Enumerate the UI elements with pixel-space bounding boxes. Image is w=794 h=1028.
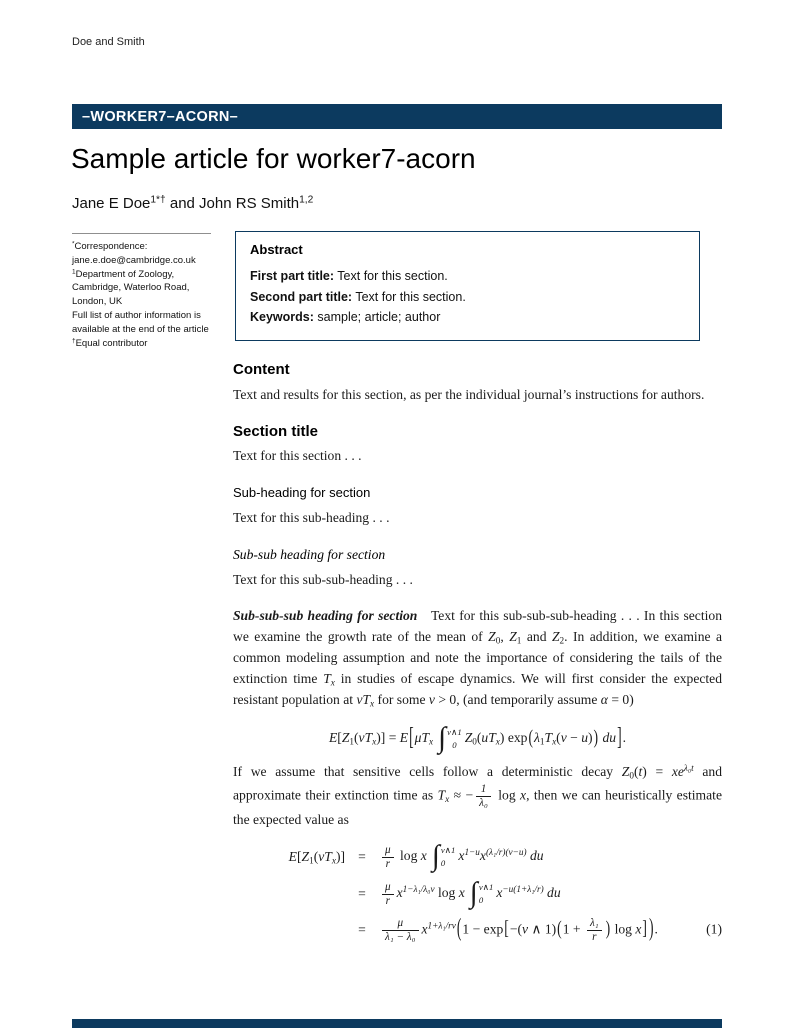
equation-row bbox=[233, 877, 722, 910]
article-body bbox=[233, 360, 722, 953]
display-equation: E[Z1(vTx)] = E[μTx ∫ v∧1 0 Z0(uTx) exp(λ1Tx(v − u)) du]. bbox=[328, 722, 627, 755]
journal-banner bbox=[72, 104, 722, 129]
footer-bar bbox=[72, 1019, 722, 1028]
correspondence-block bbox=[72, 240, 234, 350]
affiliation-line: London, UK bbox=[72, 296, 123, 308]
equation-array bbox=[233, 840, 722, 943]
equation-relation: = bbox=[358, 885, 366, 901]
sidebar-divider bbox=[72, 233, 211, 234]
article-title: Sample article for worker7-acorn bbox=[71, 143, 476, 174]
equation-rhs: $\frac{\mu}{\text{λ₁ − λ₀}}$ $x^{1+\lambda_1/rv}(1 - \exp[-(v$ ∧ 1)(1 + $\frac{\text{λ₁}}{r}$ ) log x] ). bbox=[379, 917, 722, 944]
subsubsection-paragraph: Text for this sub-sub-heading . . . bbox=[233, 571, 413, 587]
abstract-title: Abstract bbox=[250, 242, 303, 257]
section-paragraph: Text for this section . . . bbox=[233, 448, 362, 464]
equation-row bbox=[233, 840, 722, 873]
authors-line: Jane E Doe$^{1*\dagger}$ and John RS Smith$^{1,2}$ bbox=[72, 194, 314, 212]
subsection-heading: Sub-heading for section bbox=[233, 485, 371, 501]
subsection-paragraph: Text for this sub-heading . . . bbox=[233, 509, 390, 525]
equation-row bbox=[233, 913, 722, 944]
author-info-note: available at the end of the article bbox=[72, 323, 209, 335]
abstract-keywords: Keywords: sample; article; author bbox=[250, 310, 441, 324]
subsubsection-heading: Sub-sub heading for section bbox=[233, 546, 386, 562]
equation-lhs: E[Z1(vTx)] bbox=[288, 848, 345, 866]
affiliation-line: $^1$Department of Zoology, bbox=[72, 268, 175, 280]
equation-number: (1) bbox=[706, 921, 722, 937]
correspondence-email: jane.e.doe@cambridge.co.uk bbox=[72, 254, 196, 266]
abstract-first-part: First part title: Text for this section. bbox=[250, 269, 448, 283]
equation-rhs: $\frac{\mu}{r}$ $x^{1-\lambda_1/\lambda_0v}$ log x ∫ v∧1 0 $x^{-u(1+\lambda_1/r)}$ du bbox=[379, 880, 722, 908]
body-paragraph: If we assume that sensitive cells follow a deterministic decay $Z0(t) = xe^{\lambda_0t}$ and approximate their extinction time as Tx ≈ − $\frac{1}{\text{λ₀}}$ log x, then we can heuristically estimate the expected value as bbox=[233, 763, 722, 827]
section-heading: Section title bbox=[233, 422, 319, 440]
equation-relation: = bbox=[358, 921, 366, 937]
content-paragraph: Text and results for this section, as per the individual journal’s instructions for authors. bbox=[233, 386, 705, 402]
equation-relation: = bbox=[358, 848, 366, 864]
banner-label: –WORKER7–ACORN– bbox=[82, 108, 238, 125]
running-head: Doe and Smith bbox=[72, 36, 145, 48]
content-heading: Content bbox=[233, 361, 290, 378]
abstract-second-part: Second part title: Text for this section. bbox=[250, 289, 466, 304]
equation-rhs: $\frac{\mu}{r}$ log x ∫ v∧1 0 $x^{1-u}x^{(\lambda_1/r)(v-u)}$ du bbox=[379, 843, 722, 871]
abstract-box bbox=[235, 231, 700, 341]
correspondence-label: *Correspondence: bbox=[72, 240, 148, 252]
subsubsub-paragraph: Sub-sub-sub heading for section Text for this sub-sub-sub-heading . . . In this section we examine the growth rate of the mean of Z0, Z1 and Z2. In addition, we examine a common modeling assumption and note the importance of considering the tails of the extinction time Tx in studies of escape dynamics. We will first consider the expected resistant population at vTx for some v > 0, (and temporarily assume α = 0) bbox=[233, 608, 723, 709]
equal-contributor-note: †Equal contributor bbox=[72, 337, 148, 349]
affiliation-line: Cambridge, Waterloo Road, bbox=[72, 282, 190, 294]
author-info-note: Full list of author information is bbox=[72, 309, 201, 321]
